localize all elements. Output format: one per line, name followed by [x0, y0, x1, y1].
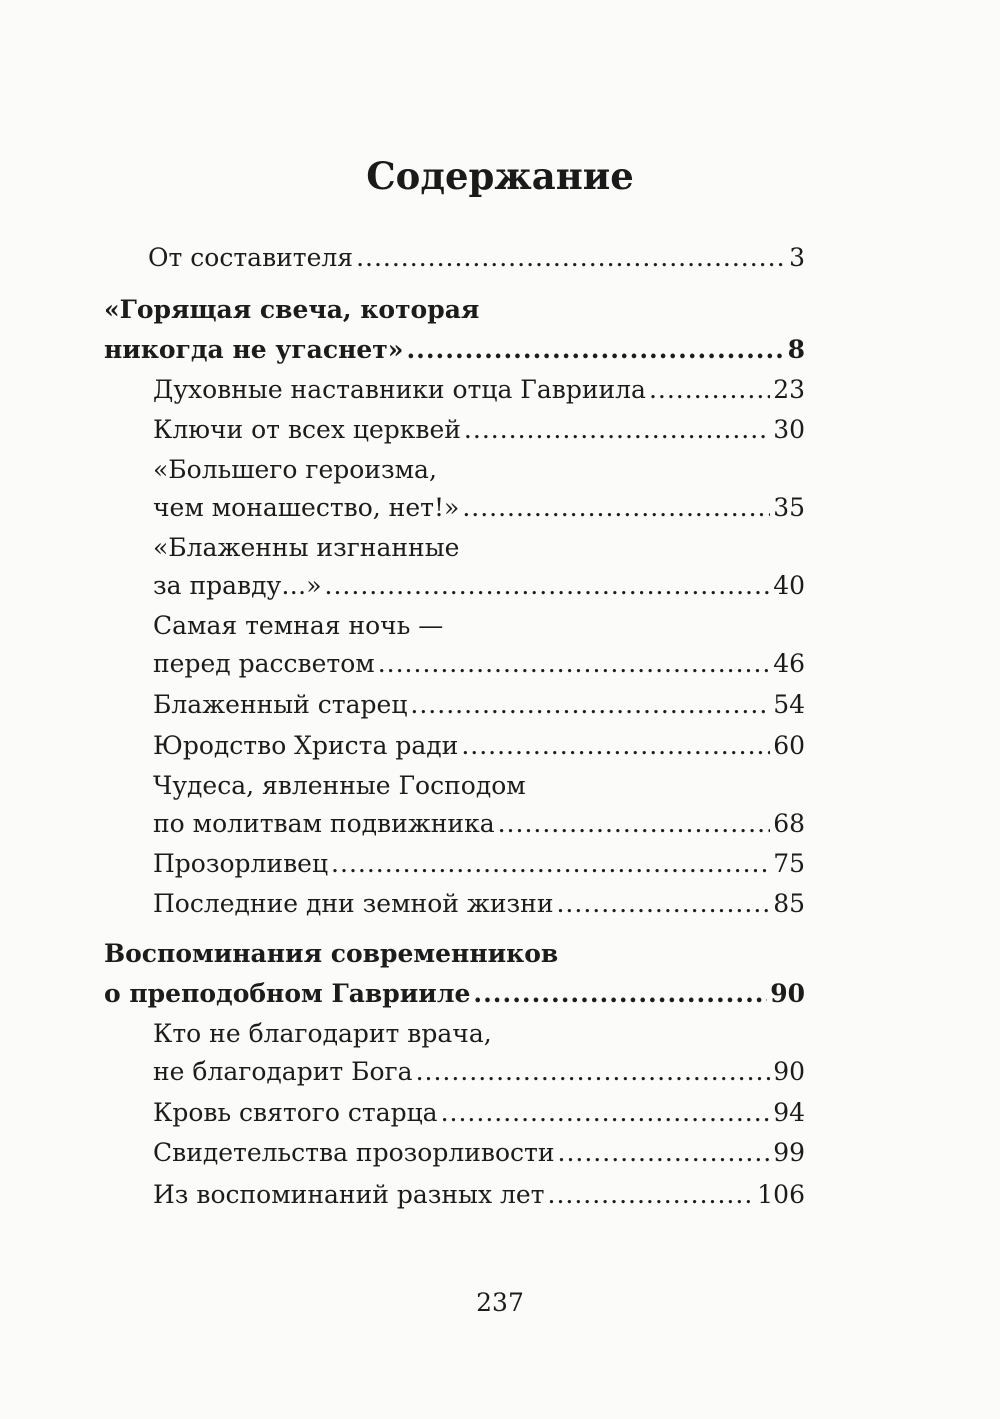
toc-entry: «Блаженны изгнанные: [153, 533, 460, 562]
toc-entry: Прозорливец ..... 75: [153, 844, 805, 884]
dot-leader: [441, 1093, 771, 1133]
toc-entry: Кто не благодарит врача,: [153, 1019, 492, 1048]
page-number: 237: [476, 1288, 524, 1317]
toc-entry: по молитвам подвижника ..... 68: [153, 804, 805, 844]
toc-entry-page: 8: [787, 335, 805, 364]
dot-leader: [548, 1175, 755, 1215]
toc-entry: чем монашество, нет!» ..... 35: [153, 488, 805, 528]
toc-entry-page: 90: [770, 979, 805, 1008]
toc-entry: Из воспоминаний разных лет ..... 106: [153, 1175, 805, 1215]
dot-leader: [464, 410, 770, 450]
dot-leader: [649, 370, 770, 410]
dot-leader: [410, 685, 770, 725]
toc-entry: «Большего героизма,: [153, 455, 437, 484]
toc-entry-title: никогда не угаснет»: [104, 335, 404, 364]
toc-section-heading: [104, 974, 805, 1014]
dot-leader: [331, 844, 770, 884]
toc-entry: Самая темная ночь —: [153, 611, 444, 640]
toc-entry: не благодарит Бога ..... 90: [153, 1052, 805, 1092]
toc-entry-title: От составителя: [148, 243, 354, 272]
toc-entry-title: о преподобном Гаврииле: [104, 979, 471, 1008]
dot-leader: [325, 566, 771, 606]
toc-entry: Последние дни земной жизни ..... 85: [153, 884, 805, 924]
toc-entry: Ключи от всех церквей ..... 30: [153, 410, 805, 450]
toc-entry: за правду…» ..... 40: [153, 566, 805, 606]
toc-entry: Духовные наставники отца Гавриила ..... 23: [153, 370, 805, 410]
toc-section-heading: Воспоминания современников: [104, 939, 559, 968]
dot-leader: [461, 726, 770, 766]
dot-leader: [558, 1133, 771, 1173]
toc-section-heading: «Горящая свеча, которая: [104, 295, 480, 324]
page-title: Содержание: [366, 154, 634, 198]
dot-leader: [406, 330, 784, 370]
dot-leader: [473, 974, 767, 1014]
toc-entry: Свидетельства прозорливости ..... 99: [153, 1133, 805, 1173]
toc-entry: Юродство Христа ради ..... 60: [153, 726, 805, 766]
toc-entry-intro: [148, 238, 805, 278]
toc-entry: Кровь святого старца ..... 94: [153, 1093, 805, 1133]
dot-leader: [556, 884, 770, 924]
dot-leader: [498, 804, 771, 844]
toc-entry: Чудеса, явленные Господом: [153, 771, 526, 800]
dot-leader: [416, 1052, 771, 1092]
toc-entry-page: 3: [789, 243, 805, 272]
dot-leader: [462, 488, 770, 528]
toc-entry: Блаженный старец ..... 54: [153, 685, 805, 725]
toc-entry: перед рассветом ..... 46: [153, 644, 805, 684]
dot-leader: [356, 238, 786, 278]
toc-section-heading: [104, 330, 805, 370]
dot-leader: [378, 644, 770, 684]
